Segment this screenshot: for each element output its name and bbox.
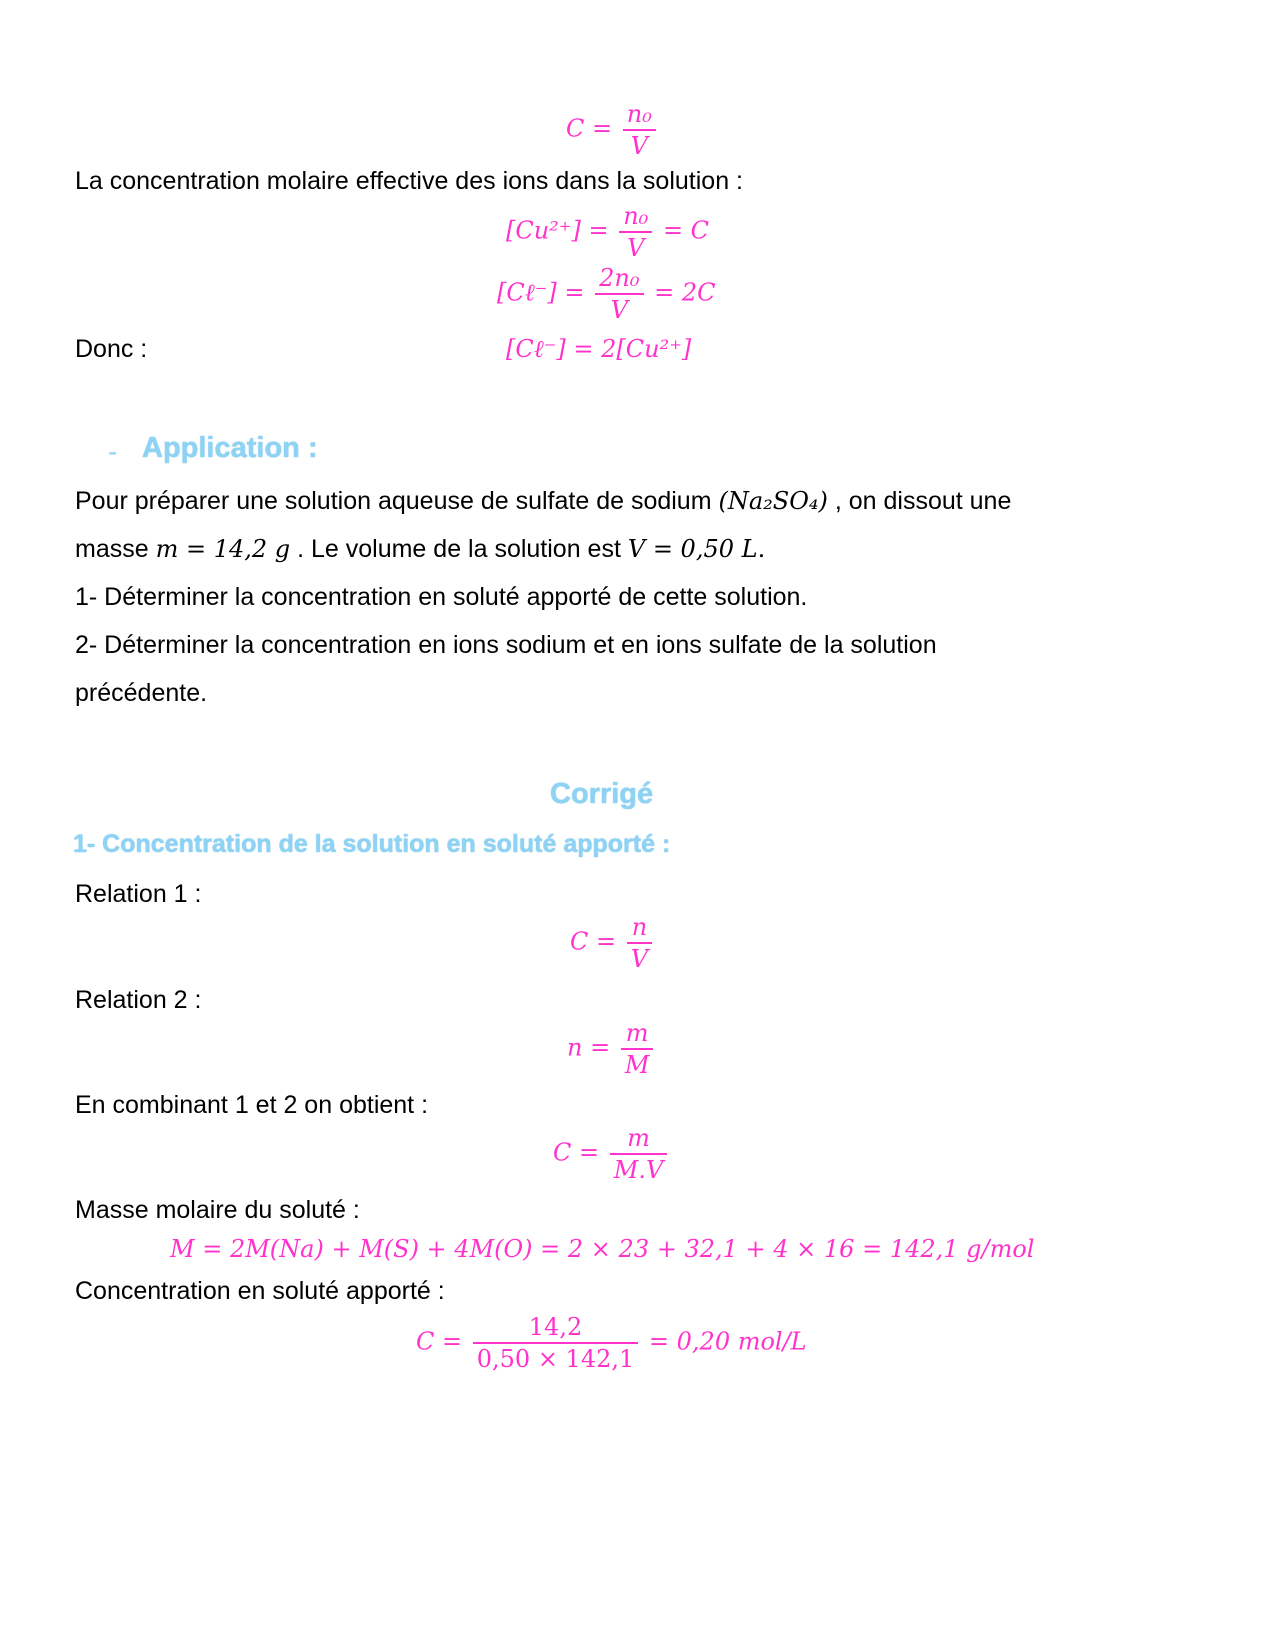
denominator: 0,50 × 142,1 <box>476 1345 635 1373</box>
numerator: 14,2 <box>473 1313 639 1344</box>
equation-molar-mass: M = 2M(Na) + M(S) + 4M(O) = 2 × 23 + 32,1 + 4 × 16 = 142,1 g/mol <box>170 1235 1035 1263</box>
eq-lhs: C = <box>416 1327 463 1356</box>
eq-rhs: = 0,20 mol/L <box>648 1327 807 1356</box>
eq-rhs: = 2C <box>654 278 716 307</box>
numerator: n <box>627 913 652 944</box>
eq-lhs: [Cℓ⁻] = <box>497 278 585 307</box>
eq-lhs: [Cu²⁺] = <box>506 216 609 245</box>
eq-rhs: = C <box>662 216 710 245</box>
fraction <box>627 913 652 973</box>
eq-lhs: n = <box>567 1033 611 1062</box>
equation-cl-equals-2cu: [Cℓ⁻] = 2[Cu²⁺] <box>506 335 692 363</box>
equation-c-n0-over-v <box>566 100 659 160</box>
text-line-concentration-effective: La concentration molaire effective des ions dans la solution : <box>75 167 743 195</box>
numerator: m <box>610 1124 668 1155</box>
fraction <box>473 1313 639 1373</box>
heading-application: Application : <box>142 432 318 464</box>
denominator: M <box>624 1051 650 1079</box>
text-line-question-2-cont: précédente. <box>75 679 208 707</box>
text-line-relation-1: Relation 1 : <box>75 880 202 908</box>
text-line-concentration-label: Concentration en soluté apporté : <box>75 1277 445 1305</box>
text-line-molar-mass-label: Masse molaire du soluté : <box>75 1196 360 1224</box>
denominator: M.V <box>613 1156 664 1184</box>
text-line-donc: Donc : <box>75 335 148 363</box>
fraction <box>623 100 656 160</box>
text-line-combine: En combinant 1 et 2 on obtient : <box>75 1091 429 1119</box>
text-line-relation-2: Relation 2 : <box>75 986 202 1014</box>
fraction <box>610 1124 668 1184</box>
equation-cu-concentration <box>506 202 709 262</box>
text-fragment: . <box>757 535 766 563</box>
equation-c-n-over-v <box>570 913 655 973</box>
text-line-question-1: 1- Déterminer la concentration en soluté apporté de cette solution. <box>75 583 808 611</box>
text-line-problem-2 <box>75 534 765 564</box>
fraction <box>619 202 652 262</box>
denominator: V <box>630 132 648 160</box>
text-fragment: masse <box>75 535 156 563</box>
heading-section-1: 1- Concentration de la solution en soluté apporté : <box>73 830 671 858</box>
numerator: n₀ <box>619 202 652 233</box>
eq-lhs: C = <box>570 927 617 956</box>
math-volume: V = 0,50 L <box>627 535 758 563</box>
denominator: V <box>610 296 628 324</box>
text-fragment: . Le volume de la solution est <box>290 535 628 563</box>
equation-final-concentration <box>416 1313 807 1373</box>
equation-cl-concentration <box>497 264 716 324</box>
eq-lhs: C = <box>566 114 613 143</box>
text-fragment: , on dissout une <box>827 487 1012 515</box>
numerator: m <box>621 1019 654 1050</box>
text-fragment: Pour préparer une solution aqueuse de sulfate de sodium <box>75 487 719 515</box>
math-mass: m = 14,2 g <box>155 535 291 563</box>
denominator: V <box>630 945 649 973</box>
numerator: 2n₀ <box>595 264 643 295</box>
denominator: V <box>627 234 645 262</box>
formula-sodium-sulfate: (Na₂SO₄) <box>718 487 828 515</box>
equation-c-m-over-mv <box>553 1124 670 1184</box>
fraction <box>595 264 643 324</box>
eq-lhs: C = <box>553 1138 600 1167</box>
bullet-dash: - <box>108 436 118 467</box>
heading-corrige: Corrigé <box>550 778 654 810</box>
numerator: n₀ <box>623 100 656 131</box>
fraction <box>621 1019 654 1079</box>
text-line-problem-1 <box>75 486 1011 516</box>
text-line-question-2: 2- Déterminer la concentration en ions sodium et en ions sulfate de la solution <box>75 631 937 659</box>
equation-n-m-over-m <box>567 1019 656 1079</box>
